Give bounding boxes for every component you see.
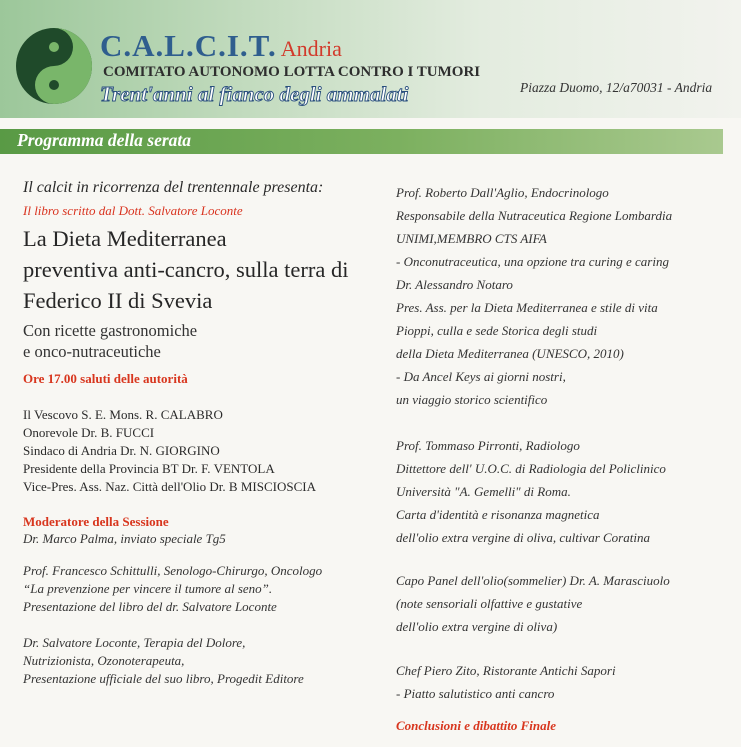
speaker-loconte [23,634,368,688]
list-item: Presidente della Provincia BT Dr. F. VENTOLA [23,461,275,476]
book-title-line: La Dieta Mediterranea [23,226,227,251]
speaker-line: Prof. Francesco Schittulli, Senologo-Chirurgo, Oncologo [23,563,323,578]
speaker-line: della Dieta Mediterranea (UNESCO, 2010) [396,346,624,361]
program-banner [0,129,723,154]
speaker-block-marasciuolo [396,569,736,638]
speaker-line: Prof. Tommaso Pirronti, Radiologo [396,438,580,453]
speaker-line: Carta d'identità e risonanza magnetica [396,507,600,522]
speaker-line: - Onconutraceutica, una opzione tra curing e caring [396,254,669,269]
book-subtitle-line: Con ricette gastronomiche [23,321,198,340]
speaker-line: Pioppi, culla e sede Storica degli studi [396,323,598,338]
speaker-line: Prof. Roberto Dall'Aglio, Endocrinologo [396,185,609,200]
moderator: Dr. Marco Palma, inviato speciale Tg5 [23,531,226,546]
speaker-line: Presentazione del libro del dr. Salvatore Loconte [23,599,277,614]
speaker-block-pirronti [396,434,736,549]
speaker-line: dell'olio extra vergine di oliva, cultivar Coratina [396,530,650,545]
speaker-line: Dr. Alessandro Notaro [396,277,513,292]
speaker-line: un viaggio storico scientifico [396,392,548,407]
speaker-line: - Piatto salutistico anti cancro [396,686,555,701]
yin-yang-logo-icon [14,26,94,106]
speaker-line: - Da Ancel Keys ai giorni nostri, [396,369,566,384]
moderator-heading: Moderatore della Sessione [23,514,169,529]
list-item: Onorevole Dr. B. FUCCI [23,425,155,440]
header [0,0,741,118]
org-full-name: COMITATO AUTONOMO LOTTA CONTRO I TUMORI [103,64,481,80]
intro-text: Il calcit in ricorrenza del trentennale presenta: [23,179,324,196]
book-title-line: Federico II di Svevia [23,288,213,313]
speaker-line: Università "A. Gemelli" di Roma. [396,484,571,499]
book-title [23,223,368,316]
speaker-line: Dittettore dell' U.O.C. di Radiologia del Policlinico [396,461,666,476]
speaker-block-dallaglio [396,181,736,411]
left-column [23,178,368,688]
speaker-line: Presentazione ufficiale del suo libro, Progedit Editore [23,671,304,686]
speaker-line: Capo Panel dell'olio(sommelier) Dr. A. Marasciuolo [396,573,670,588]
speaker-line: Responsabile della Nutraceutica Regione Lombardia [396,208,673,223]
greetings-heading: Ore 17.00 saluti delle autorità [23,371,188,386]
speaker-line: “La prevenzione per vincere il tumore al seno”. [23,581,273,596]
right-column [396,181,736,705]
conclusion-heading: Conclusioni e dibattito Finale [396,718,556,733]
list-item: Vice-Pres. Ass. Naz. Città dell'Olio Dr. B MISCIOSCIA [23,479,316,494]
speaker-line: (note sensoriali olfattive e gustative [396,596,583,611]
speaker-line: Chef Piero Zito, Ristorante Antichi Sapori [396,663,616,678]
speaker-line: Dr. Salvatore Loconte, Terapia del Dolore, [23,635,246,650]
address: Piazza Duomo, 12/a70031 - Andria [520,80,713,95]
org-name: C.A.L.C.I.T. Andria [100,28,342,63]
speaker-line: Pres. Ass. per la Dieta Mediterranea e stile di vita [396,300,658,315]
book-subtitle-line: e onco-nutraceutiche [23,342,161,361]
speaker-line: dell'olio extra vergine di oliva) [396,619,558,634]
list-item: Il Vescovo S. E. Mons. R. CALABRO [23,407,223,422]
speaker-block-zito [396,659,736,705]
speaker-schittulli [23,562,368,616]
book-title-line: preventiva anti-cancro, sulla terra di [23,257,349,282]
list-item: Sindaco di Andria Dr. N. GIORGINO [23,443,220,458]
speaker-line: Nutrizionista, Ozonoterapeuta, [23,653,185,668]
authorities-list [23,406,368,496]
program-title: Programma della serata [17,130,192,150]
book-subtitle [23,320,368,362]
book-author: Il libro scritto dal Dott. Salvatore Loconte [23,203,243,218]
org-motto: Trent'anni al fianco degli ammalati [100,82,409,106]
org-city: Andria [280,36,342,61]
speaker-line: UNIMI,MEMBRO CTS AIFA [396,231,547,246]
